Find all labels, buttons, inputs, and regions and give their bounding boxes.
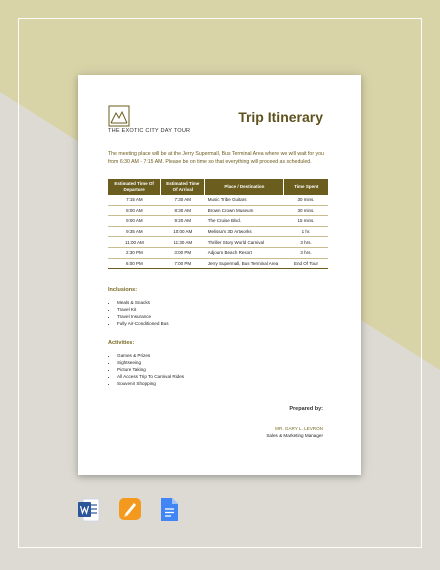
document-page [78,75,361,475]
signatory-name: MR. GARY L. LEVRON [275,426,323,431]
table-row [108,226,328,237]
header-departure: Estimated Time Of Departure [108,179,161,195]
time-spent-cell: 1 hr. [284,226,328,237]
departure-cell: 9:00 AM [108,216,161,227]
departure-cell: 6:00 PM [108,258,161,269]
table-row [108,195,328,205]
signatory-role: Sales & Marketing Manager [266,433,323,438]
activities-heading: Activities: [108,340,135,346]
list-item: • Travel Insurance [117,313,169,320]
inclusions-list [110,299,169,327]
arrival-cell: 11:30 AM [161,237,205,248]
list-item: • Meals & Snacks [117,299,169,306]
departure-cell: 2:30 PM [108,247,161,258]
arrival-cell: 10:00 AM [161,226,205,237]
word-icon[interactable] [78,497,100,523]
google-docs-icon[interactable] [158,497,180,523]
document-title: Trip Itinerary [238,109,323,125]
destination-cell: The Cruise Blvd. [205,216,284,227]
table-header-row [108,179,328,195]
list-item: • All Access Trip To Carnival Rides [117,373,184,380]
destination-cell: Music Tribe Guitars [205,195,284,205]
list-item: • Sightseeing [117,359,184,366]
destination-cell: Thriller Story World Carnival [205,237,284,248]
tour-logo-icon [108,105,130,127]
destination-cell: Brown Crown Museum [205,205,284,216]
header-destination: Place / Destination [205,179,284,195]
table-row [108,247,328,258]
pages-icon[interactable] [119,497,141,523]
arrival-cell: 7:30 AM [161,195,205,205]
itinerary-table [108,179,328,269]
departure-cell: 8:00 AM [108,205,161,216]
time-spent-cell: End Of Tour [284,258,328,269]
activities-list [110,352,184,388]
arrival-cell: 3:00 PM [161,247,205,258]
list-item: • Souvenir Shopping [117,380,184,387]
departure-cell: 9:35 AM [108,226,161,237]
destination-cell: Jerry Supermall, Bus Terminal Area [205,258,284,269]
departure-cell: 7:15 AM [108,195,161,205]
table-row [108,205,328,216]
list-item: • Games & Prizes [117,352,184,359]
table-row [108,237,328,248]
list-item: • Picture Taking [117,366,184,373]
header-arrival: Estimated Time Of Arrival [161,179,205,195]
table-row [108,258,328,269]
document-subtitle: THE EXOTIC CITY DAY TOUR [108,128,191,134]
time-spent-cell: 3 hrs. [284,247,328,258]
departure-cell: 11:00 AM [108,237,161,248]
time-spent-cell: 30 mins. [284,205,328,216]
arrival-cell: 9:20 AM [161,216,205,227]
time-spent-cell: 3 hrs. [284,237,328,248]
intro-paragraph: The meeting place will be at the Jerry Supermall, Bus Terminal Area where we will wait for you from 6:30 AM - 7:15 AM. Please be on time so that everything will proceed as scheduled. [108,151,324,165]
arrival-cell: 7:00 PM [161,258,205,269]
time-spent-cell: 30 mins. [284,195,328,205]
time-spent-cell: 15 mins. [284,216,328,227]
prepared-by-label: Prepared by: [289,406,323,412]
header-time-spent: Time Spent [284,179,328,195]
arrival-cell: 8:30 AM [161,205,205,216]
table-row [108,216,328,227]
list-item: • Fully Air-Conditioned Bus [117,320,169,327]
inclusions-heading: Inclusions: [108,287,138,293]
destination-cell: Adjourn Beach Resort [205,247,284,258]
destination-cell: Melissa's 3D Artworks [205,226,284,237]
list-item: • Travel Kit [117,306,169,313]
